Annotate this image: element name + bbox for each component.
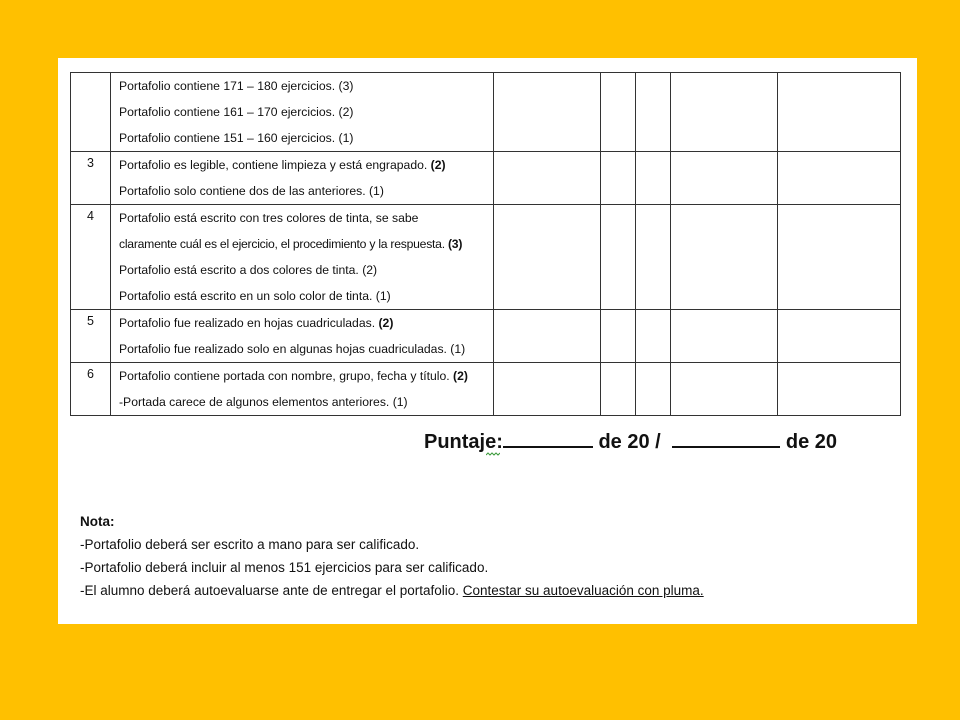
criterion-line: Portafolio fue realizado solo en algunas hojas cuadriculadas. (1)	[119, 342, 466, 356]
score-cell[interactable]	[778, 73, 901, 152]
score-cell[interactable]	[671, 205, 778, 310]
score-of-1: de 20 /	[598, 431, 661, 453]
criterion-description	[111, 152, 494, 205]
score-cell[interactable]	[778, 205, 901, 310]
criterion-line: Portafolio es legible, contiene limpieza y está engrapado. (2)	[119, 158, 446, 172]
spellcheck-squiggle-icon	[486, 452, 500, 456]
score-cell[interactable]	[601, 152, 636, 205]
score-cell[interactable]	[636, 363, 671, 416]
notes-title: Nota:	[80, 514, 115, 529]
criterion-line: Portafolio fue realizado en hojas cuadriculadas. (2)	[119, 316, 394, 330]
criterion-line: claramente cuál es el ejercicio, el procedimiento y la respuesta. (3)	[119, 237, 463, 251]
criterion-description	[111, 205, 494, 310]
score-line	[424, 426, 837, 454]
note-line: -Portafolio deberá ser escrito a mano para ser calificado.	[80, 537, 420, 552]
score-cell[interactable]	[778, 310, 901, 363]
criterion-line: Portafolio solo contiene dos de las anteriores. (1)	[119, 184, 384, 198]
criterion-description	[111, 310, 494, 363]
note-underlined: Contestar su autoevaluación con pluma.	[462, 583, 704, 598]
criterion-line: Portafolio contiene 161 – 170 ejercicios. (2)	[119, 105, 354, 119]
score-cell[interactable]	[494, 152, 601, 205]
criterion-description	[111, 73, 494, 152]
criterion-line: Portafolio contiene 171 – 180 ejercicios. (3)	[119, 79, 354, 93]
criterion-number: 4	[71, 205, 111, 310]
criterion-number: 5	[71, 310, 111, 363]
criterion-line: -Portada carece de algunos elementos anteriores. (1)	[119, 395, 408, 409]
table-row	[71, 363, 901, 416]
score-cell[interactable]	[601, 73, 636, 152]
criterion-line: Portafolio contiene 151 – 160 ejercicios. (1)	[119, 131, 354, 145]
score-cell[interactable]	[601, 363, 636, 416]
score-cell[interactable]	[494, 205, 601, 310]
criterion-line: Portafolio contiene portada con nombre, grupo, fecha y título. (2)	[119, 369, 468, 383]
score-label: Puntaje:	[424, 431, 503, 453]
rubric-table	[70, 72, 901, 416]
table-row	[71, 310, 901, 363]
score-cell[interactable]	[601, 205, 636, 310]
notes-section	[80, 510, 704, 602]
score-cell[interactable]	[778, 152, 901, 205]
score-of-2: de 20	[785, 431, 838, 453]
score-cell[interactable]	[636, 152, 671, 205]
score-cell[interactable]	[778, 363, 901, 416]
score-cell[interactable]	[601, 310, 636, 363]
table-row	[71, 73, 901, 152]
score-cell[interactable]	[494, 363, 601, 416]
score-cell[interactable]	[671, 363, 778, 416]
score-cell[interactable]	[636, 205, 671, 310]
criterion-number: 6	[71, 363, 111, 416]
criterion-line: Portafolio está escrito con tres colores de tinta, se sabe	[119, 211, 419, 225]
criterion-line: Portafolio está escrito en un solo color de tinta. (1)	[119, 289, 391, 303]
criterion-number	[71, 73, 111, 152]
score-blank-1[interactable]	[503, 426, 593, 448]
score-cell[interactable]	[636, 310, 671, 363]
score-cell[interactable]	[671, 73, 778, 152]
score-blank-2[interactable]	[672, 426, 780, 448]
rubric-sheet	[58, 58, 917, 624]
table-row	[71, 205, 901, 310]
score-cell[interactable]	[671, 310, 778, 363]
criterion-description	[111, 363, 494, 416]
note-line: -El alumno deberá autoevaluarse ante de entregar el portafolio. Contestar su autoevaluación con pluma.	[80, 583, 704, 598]
table-row	[71, 152, 901, 205]
score-cell[interactable]	[636, 73, 671, 152]
criterion-line: Portafolio está escrito a dos colores de tinta. (2)	[119, 263, 378, 277]
note-line: -Portafolio deberá incluir al menos 151 ejercicios para ser calificado.	[80, 560, 489, 575]
criterion-number: 3	[71, 152, 111, 205]
score-cell[interactable]	[494, 73, 601, 152]
score-cell[interactable]	[671, 152, 778, 205]
score-cell[interactable]	[494, 310, 601, 363]
